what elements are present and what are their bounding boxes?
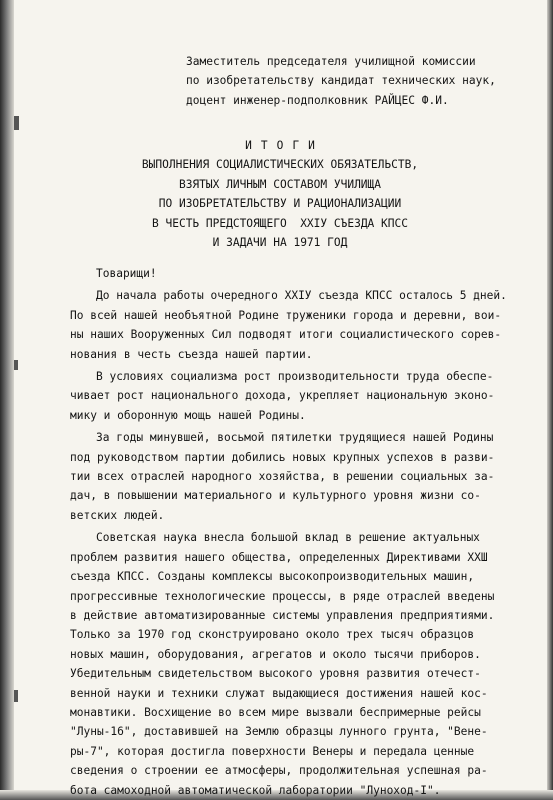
text-line: мику и оборонную мощь нашей Родины. xyxy=(70,408,306,422)
header-line: по изобретательству кандидат технических наук, xyxy=(186,74,496,88)
text-line: ры-7", которая достигла поверхности Венеры и передала ценные xyxy=(70,744,475,758)
text-line: дач, в повышении материального и культурного уровня жизни со- xyxy=(70,489,481,503)
text-line: сведения о строении ее атмосферы, продолжительная успешная ра- xyxy=(70,764,488,778)
text-line: в действие автоматизированные системы управления предприятиями. xyxy=(70,608,495,622)
text-line: новых машин, оборудования, агрегатов и около тысячи приборов. xyxy=(70,647,481,661)
scan-left-edge xyxy=(0,0,14,800)
title-line: ВЫПОЛНЕНИЯ СОЦИАЛИСТИЧЕСКИХ ОБЯЗАТЕЛЬСТВ, xyxy=(141,158,419,172)
title-line: ИТОГИ xyxy=(245,139,324,152)
header-line: Заместитель председателя училищной комиссии xyxy=(186,55,476,68)
text-line: проблем развития нашего общества, определенных Директивами XXШ xyxy=(70,550,488,564)
scan-right-edge xyxy=(547,0,553,800)
text-line: съезда КПСС. Созданы комплексы высокопроизводительных машин, xyxy=(70,570,475,584)
document-title xyxy=(60,136,500,252)
punch-mark xyxy=(14,360,18,370)
text-line: В условиях социализма рост производительности труда обеспе- xyxy=(96,370,494,384)
text-line: монавтики. Восхищение во всем мире вызвали беспримерные рейсы xyxy=(70,705,481,719)
text-line: Только за 1970 год сконструировано около трех тысяч образцов xyxy=(70,628,475,642)
text-line: ветских людей. xyxy=(70,508,165,522)
text-line: За годы минувшей, восьмой пятилетки трудящиеся нашей Родины xyxy=(96,431,494,445)
salutation: Товарищи! xyxy=(96,267,157,280)
text-line: под руководством партии добились новых крупных успехов в разви- xyxy=(70,450,495,464)
text-line: "Луны-16", доставившей на Землю образцы лунного грунта, "Вене- xyxy=(70,725,488,739)
text-line: До начала работы очередного XXIУ съезда КПСС осталось 5 дней. xyxy=(96,289,507,303)
author-header xyxy=(186,52,536,110)
punch-mark xyxy=(14,116,19,130)
title-line: В ЧЕСТЬ ПРЕДСТОЯЩЕГО XXIУ СЪЕЗДА КПСС xyxy=(152,216,408,230)
text-line: чивает рост национального дохода, укрепляет национальную эконо- xyxy=(70,389,495,403)
text-line: Советская наука внесла большой вклад в решение актуальных xyxy=(96,531,480,545)
text-line: нования в честь съезда нашей партии. xyxy=(70,347,313,361)
paragraph xyxy=(70,286,530,364)
title-line: ВЗЯТЫХ ЛИЧНЫМ СОСТАВОМ УЧИЛИЩА xyxy=(178,177,382,191)
paragraph xyxy=(70,428,530,525)
header-line: доцент инженер-подполковник РАЙЦЕС Ф.И. xyxy=(186,93,449,107)
text-line: ны наших Вооруженных Сил подводят итоги социалистического сорев- xyxy=(70,328,502,342)
text-line: тии всех отраслей народного хозяйства, в решении социальных за- xyxy=(70,470,495,484)
paragraph xyxy=(70,528,530,800)
text-line: Убедительным свидетельством высокого уровня развития отечест- xyxy=(70,667,481,681)
title-line: И ЗАДАЧИ НА 1971 ГОД xyxy=(212,236,348,250)
text-line: венной науки и техники служат выдающиеся достижения нашей кос- xyxy=(70,686,488,700)
text-line: прогрессивные технологические процессы, в ряде отраслей введены xyxy=(70,589,495,603)
document-body xyxy=(70,264,530,800)
text-line: По всей нашей необъятной Родине труженики города и деревни, вои- xyxy=(70,308,502,322)
paragraph xyxy=(70,367,530,425)
punch-mark xyxy=(14,690,18,702)
text-line: бота самоходной автоматической лаборатории "Луноход-I". xyxy=(70,783,441,797)
title-line: ПО ИЗОБРЕТАТЕЛЬСТВУ И РАЦИОНАЛИЗАЦИИ xyxy=(158,197,402,211)
